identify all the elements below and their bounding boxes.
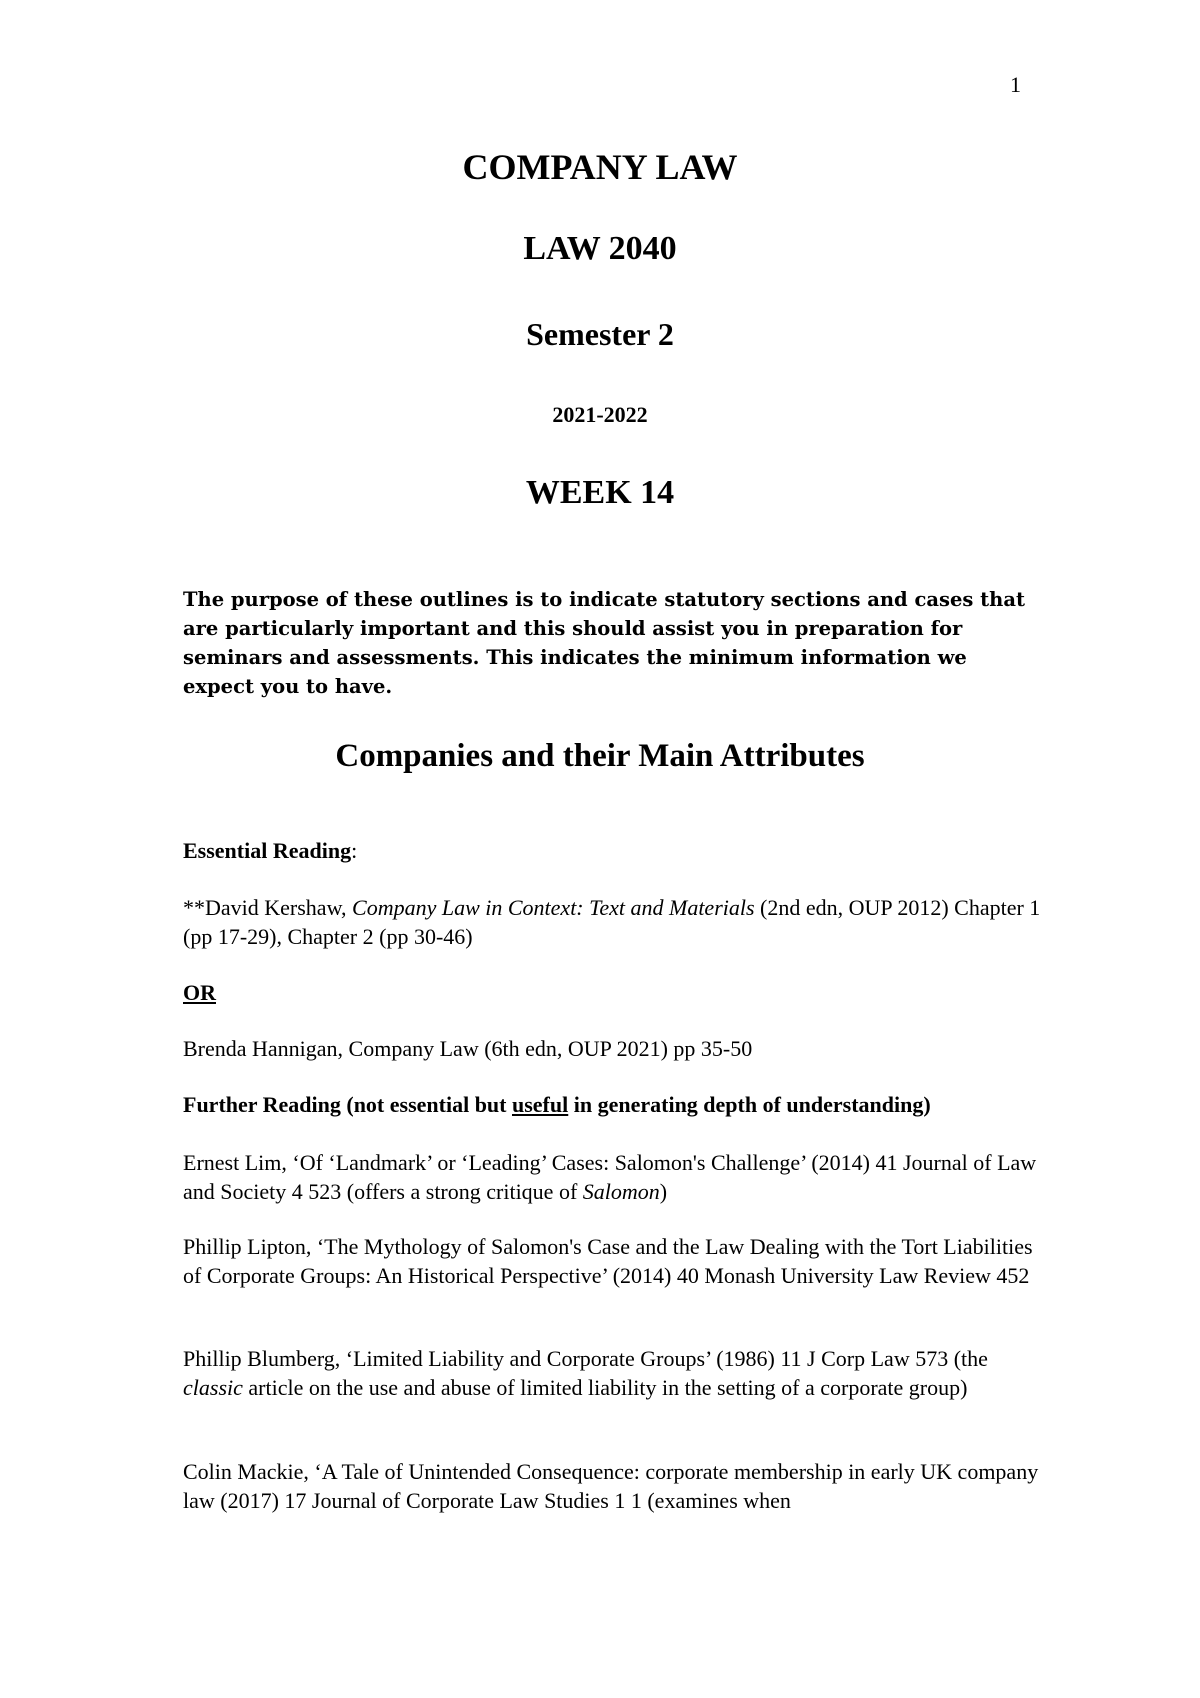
academic-years: 2021-2022 bbox=[552, 402, 648, 427]
blumberg-text: Phillip Blumberg, ‘Limited Liability and Corporate Groups’ (1986) 11 J Corp Law 573 (the bbox=[183, 1346, 988, 1371]
reading-hannigan: Brenda Hannigan, Company Law (6th edn, OUP 2021) pp 35-50 bbox=[183, 1036, 753, 1061]
page-number: 1 bbox=[1010, 72, 1021, 97]
lim-text: Ernest Lim, ‘Of ‘Landmark’ or ‘Leading’ Cases: Salomon's Challenge’ (2014) 41 Journal of Law and Society 4 523 (offers a strong critique of bbox=[183, 1150, 1037, 1204]
kershaw-title: Company Law in Context: Text and Materials bbox=[352, 895, 755, 920]
semester: Semester 2 bbox=[526, 316, 674, 352]
reading-lipton: Phillip Lipton, ‘The Mythology of Salomon's Case and the Law Dealing with the Tort Liabilities of Corporate Groups: An Historical Perspective’ (2014) 40 Monash University Law Review 452 bbox=[183, 1234, 1033, 1288]
further-reading-label bbox=[183, 1090, 1043, 1119]
blumberg-italic: classic bbox=[183, 1375, 243, 1400]
reading-lim bbox=[183, 1148, 1043, 1206]
reading-mackie: Colin Mackie, ‘A Tale of Unintended Consequence: corporate membership in early UK company law (2017) 17 Journal of Corporate Law Studies 1 1 (examines when bbox=[183, 1459, 1039, 1513]
essential-reading-label bbox=[183, 836, 1043, 865]
section-heading: Companies and their Main Attributes bbox=[335, 738, 865, 774]
course-title: COMPANY LAW bbox=[462, 147, 738, 187]
week-label: WEEK 14 bbox=[525, 474, 675, 511]
essential-reading-colon: : bbox=[351, 838, 358, 863]
course-code: LAW 2040 bbox=[523, 230, 677, 267]
kershaw-author: **David Kershaw, bbox=[183, 895, 353, 920]
lim-close: ) bbox=[659, 1179, 668, 1204]
essential-reading-text: Essential Reading bbox=[183, 838, 352, 863]
further-label-useful: useful bbox=[512, 1092, 569, 1117]
further-label-end: in generating depth of understanding) bbox=[568, 1092, 931, 1117]
kershaw-details: (2nd edn, OUP 2012) Chapter 1 (pp 17-29), Chapter 2 (pp 30-46) bbox=[183, 895, 1041, 949]
lim-italic: Salomon bbox=[582, 1179, 660, 1204]
reading-kershaw bbox=[183, 893, 1043, 951]
further-label-start: Further Reading (not essential but bbox=[183, 1092, 512, 1117]
or-separator: OR bbox=[183, 980, 216, 1005]
reading-blumberg bbox=[183, 1344, 1043, 1402]
purpose-statement: The purpose of these outlines is to indicate statutory sections and cases that are particularly important and this should assist you in preparation for seminars and assessments. This indicates the minimum information we expect you to have. bbox=[183, 588, 1025, 698]
blumberg-rest: article on the use and abuse of limited liability in the setting of a corporate group) bbox=[242, 1375, 968, 1400]
